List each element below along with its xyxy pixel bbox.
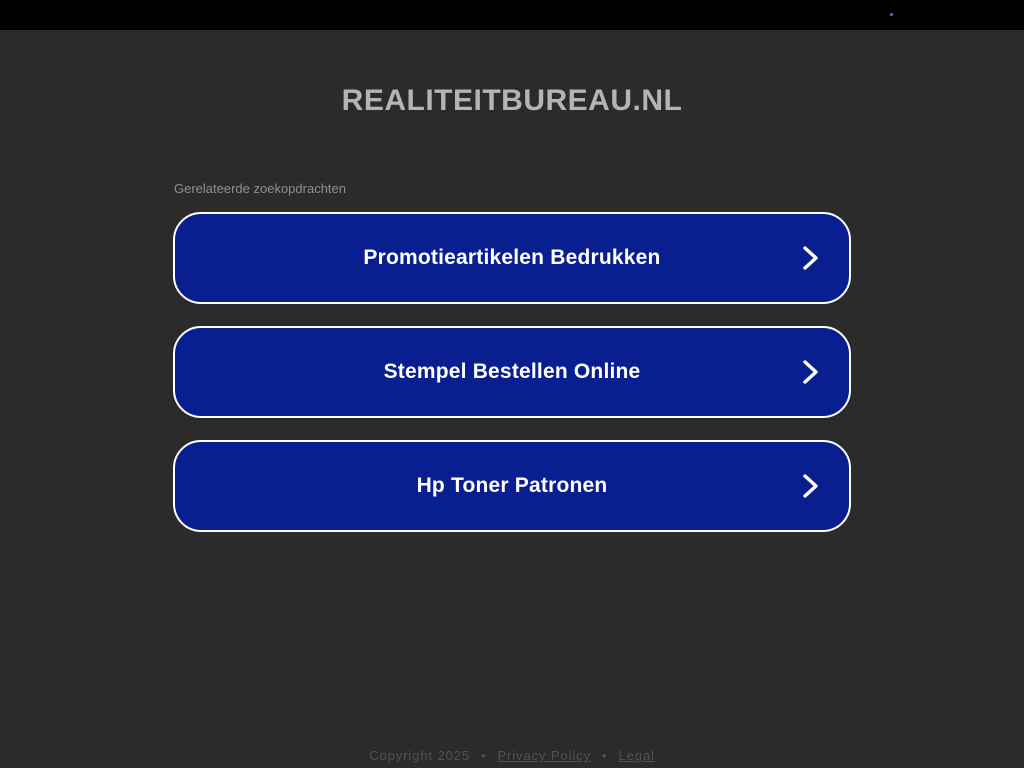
copyright-text: Copyright 2025 — [369, 748, 471, 763]
related-search-button-stempel[interactable] — [173, 326, 851, 418]
cursor-dot — [890, 13, 893, 16]
chevron-right-icon — [802, 245, 819, 271]
related-search-button-hp-toner[interactable] — [173, 440, 851, 532]
related-searches-section — [173, 181, 851, 532]
privacy-policy-link[interactable]: Privacy Policy — [497, 748, 591, 763]
footer — [0, 748, 1024, 763]
related-search-label: Hp Toner Patronen — [416, 474, 608, 497]
related-searches-heading: Gerelateerde zoekopdrachten — [174, 181, 347, 196]
footer-separator: • — [601, 748, 608, 763]
chevron-right-icon — [802, 359, 819, 385]
page-title: REALITEITBUREAU.NL — [341, 84, 683, 117]
top-bar — [0, 0, 1024, 30]
related-search-label: Stempel Bestellen Online — [383, 360, 641, 383]
related-search-label: Promotieartikelen Bedrukken — [363, 246, 661, 269]
chevron-right-icon — [802, 473, 819, 499]
footer-separator: • — [481, 748, 487, 763]
related-search-button-promotieartikelen[interactable] — [173, 212, 851, 304]
legal-link[interactable]: Legal — [618, 748, 655, 763]
